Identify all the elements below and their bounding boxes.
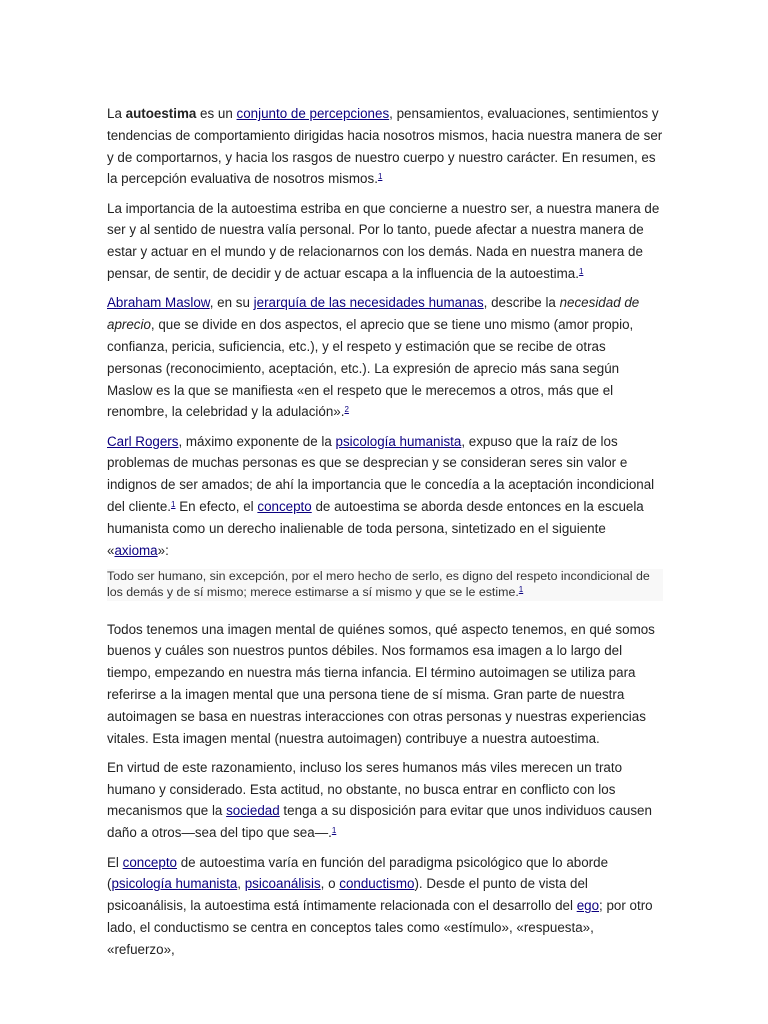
link-axioma[interactable]: axioma <box>114 542 158 558</box>
text: La <box>107 106 126 121</box>
footnote-link-1[interactable]: 1 <box>518 584 524 594</box>
text: »: <box>157 542 169 558</box>
link-psicologia-humanista[interactable]: psicología humanista <box>111 876 238 892</box>
paragraph-6 <box>107 757 663 844</box>
footnote-link-1[interactable]: 1 <box>377 172 383 182</box>
footnote-ref <box>378 172 382 181</box>
quote-block <box>107 569 663 601</box>
link-conductismo[interactable]: conductismo <box>339 876 415 892</box>
term-necesidad-de-aprecio: necesidad de aprecio <box>107 295 640 333</box>
link-ego[interactable]: ego <box>576 898 600 914</box>
paragraph-7 <box>107 852 663 961</box>
footnote-link-2[interactable]: 2 <box>344 405 349 415</box>
text: , pensamientos, evaluaciones, sentimientos y tendencias de comportamiento dirigidas hacia nosotros mismos, hacia nuestra manera de ser y de comportarnos, y hacia los rasgos de nuestro cuerpo y nuestro carácter. En resumen, es la percepción evaluativa de nosotros mismos. <box>107 106 663 187</box>
text: , en su <box>209 295 254 311</box>
term-autoestima: autoestima <box>125 106 197 121</box>
link-concepto[interactable]: concepto <box>122 854 177 870</box>
text: , máximo exponente de la <box>178 433 336 449</box>
paragraph-5 <box>107 619 663 750</box>
text: El <box>107 854 123 870</box>
text: Todos tenemos una imagen mental de quiénes somos, qué aspecto tenemos, en qué somos buenos y cuáles son nuestros puntos débiles. Nos formamos esa imagen a lo largo del tiempo, empezando en nuestra más tierna infancia. El término autoimagen se utiliza para referirse a la imagen mental que una persona tiene de sí misma. Gran parte de nuestra autoimagen se basa en nuestras interacciones con otras personas y nuestras experiencias vitales. Esta imagen mental (nuestra autoimagen) contribuye a nuestra autoestima. <box>107 621 655 746</box>
paragraph-1 <box>107 103 663 190</box>
text: , o <box>320 876 340 892</box>
text: es un <box>196 106 237 121</box>
link-sociedad[interactable]: sociedad <box>226 803 280 819</box>
footnote-ref <box>332 826 336 835</box>
link-conjunto-de-percepciones[interactable]: conjunto de percepciones <box>236 106 390 121</box>
footnote-ref <box>519 585 523 594</box>
text: , describe la <box>483 295 560 311</box>
link-psicoanalisis[interactable]: psicoanálisis <box>244 876 321 892</box>
link-jerarquia-necesidades[interactable]: jerarquía de las necesidades humanas <box>253 295 484 311</box>
text: En virtud de este razonamiento, incluso los seres humanos más viles merecen un trato humano y considerado. Esta actitud, no obstante, no busca entrar en conflicto con los mecanismos que la <box>107 759 623 819</box>
link-concepto[interactable]: concepto <box>257 499 312 515</box>
paragraph-4 <box>107 431 663 562</box>
paragraph-3 <box>107 292 663 423</box>
paragraph-2 <box>107 198 663 285</box>
text: de autoestima se aborda desde entonces en la escuela humanista como un derecho inalienable de toda persona, sintetizado en el siguiente « <box>107 499 644 558</box>
link-carl-rogers[interactable]: Carl Rogers <box>107 433 179 449</box>
text: , que se divide en dos aspectos, el aprecio que se tiene uno mismo (amor propio, confianza, pericia, suficiencia, etc.), y el respeto y estimación que se recibe de otras personas (reconocimiento, aceptación, etc.). La expresión de aprecio más sana según Maslow es la que se manifiesta «en el respeto que le merecemos a otros, más que el renombre, la celebridad y la adulación». <box>107 317 634 420</box>
article-body <box>107 103 663 968</box>
footnote-ref <box>579 267 583 276</box>
footnote-link-1[interactable]: 1 <box>171 500 176 510</box>
text: La importancia de la autoestima estriba en que concierne a nuestro ser, a nuestra manera de ser y al sentido de nuestra valía personal. Por lo tanto, puede afectar a nuestra manera de estar y actuar en el mundo y de relacionarnos con los demás. Nada en nuestra manera de pensar, de sentir, de decidir y de actuar escapa a la influencia de la autoestima. <box>107 200 660 282</box>
link-psicologia-humanista[interactable]: psicología humanista <box>335 433 462 449</box>
text: , <box>237 876 245 892</box>
quote-text: Todo ser humano, sin excepción, por el mero hecho de serlo, es digno del respeto incondicional de los demás y de sí mismo; merece estimarse a sí mismo y que se le estime. <box>107 568 650 599</box>
footnote-link-1[interactable]: 1 <box>578 267 584 277</box>
text: En efecto, el <box>175 499 258 515</box>
footnote-link-1[interactable]: 1 <box>331 826 337 836</box>
text: de autoestima varía en función del paradigma psicológico que lo aborde ( <box>107 854 609 892</box>
footnote-ref <box>344 405 348 414</box>
text: ; por otro lado, el conductismo se centra en conceptos tales como «estímulo», «respuesta», «refuerzo», <box>107 898 653 957</box>
text: tenga a su disposición para evitar que unos individuos causen daño a otros—sea del tipo que sea—. <box>107 803 652 841</box>
text: , expuso que la raíz de los problemas de muchas personas es que se desprecian y se consideran seres sin valor e indignos de ser amados; de ahí la importancia que le concedía a la aceptación incondicional del cliente. <box>107 433 655 515</box>
link-abraham-maslow[interactable]: Abraham Maslow <box>107 295 210 311</box>
text: ). Desde el punto de vista del psicoanálisis, la autoestima está íntimamente relacionada con el desarrollo del <box>107 876 588 914</box>
